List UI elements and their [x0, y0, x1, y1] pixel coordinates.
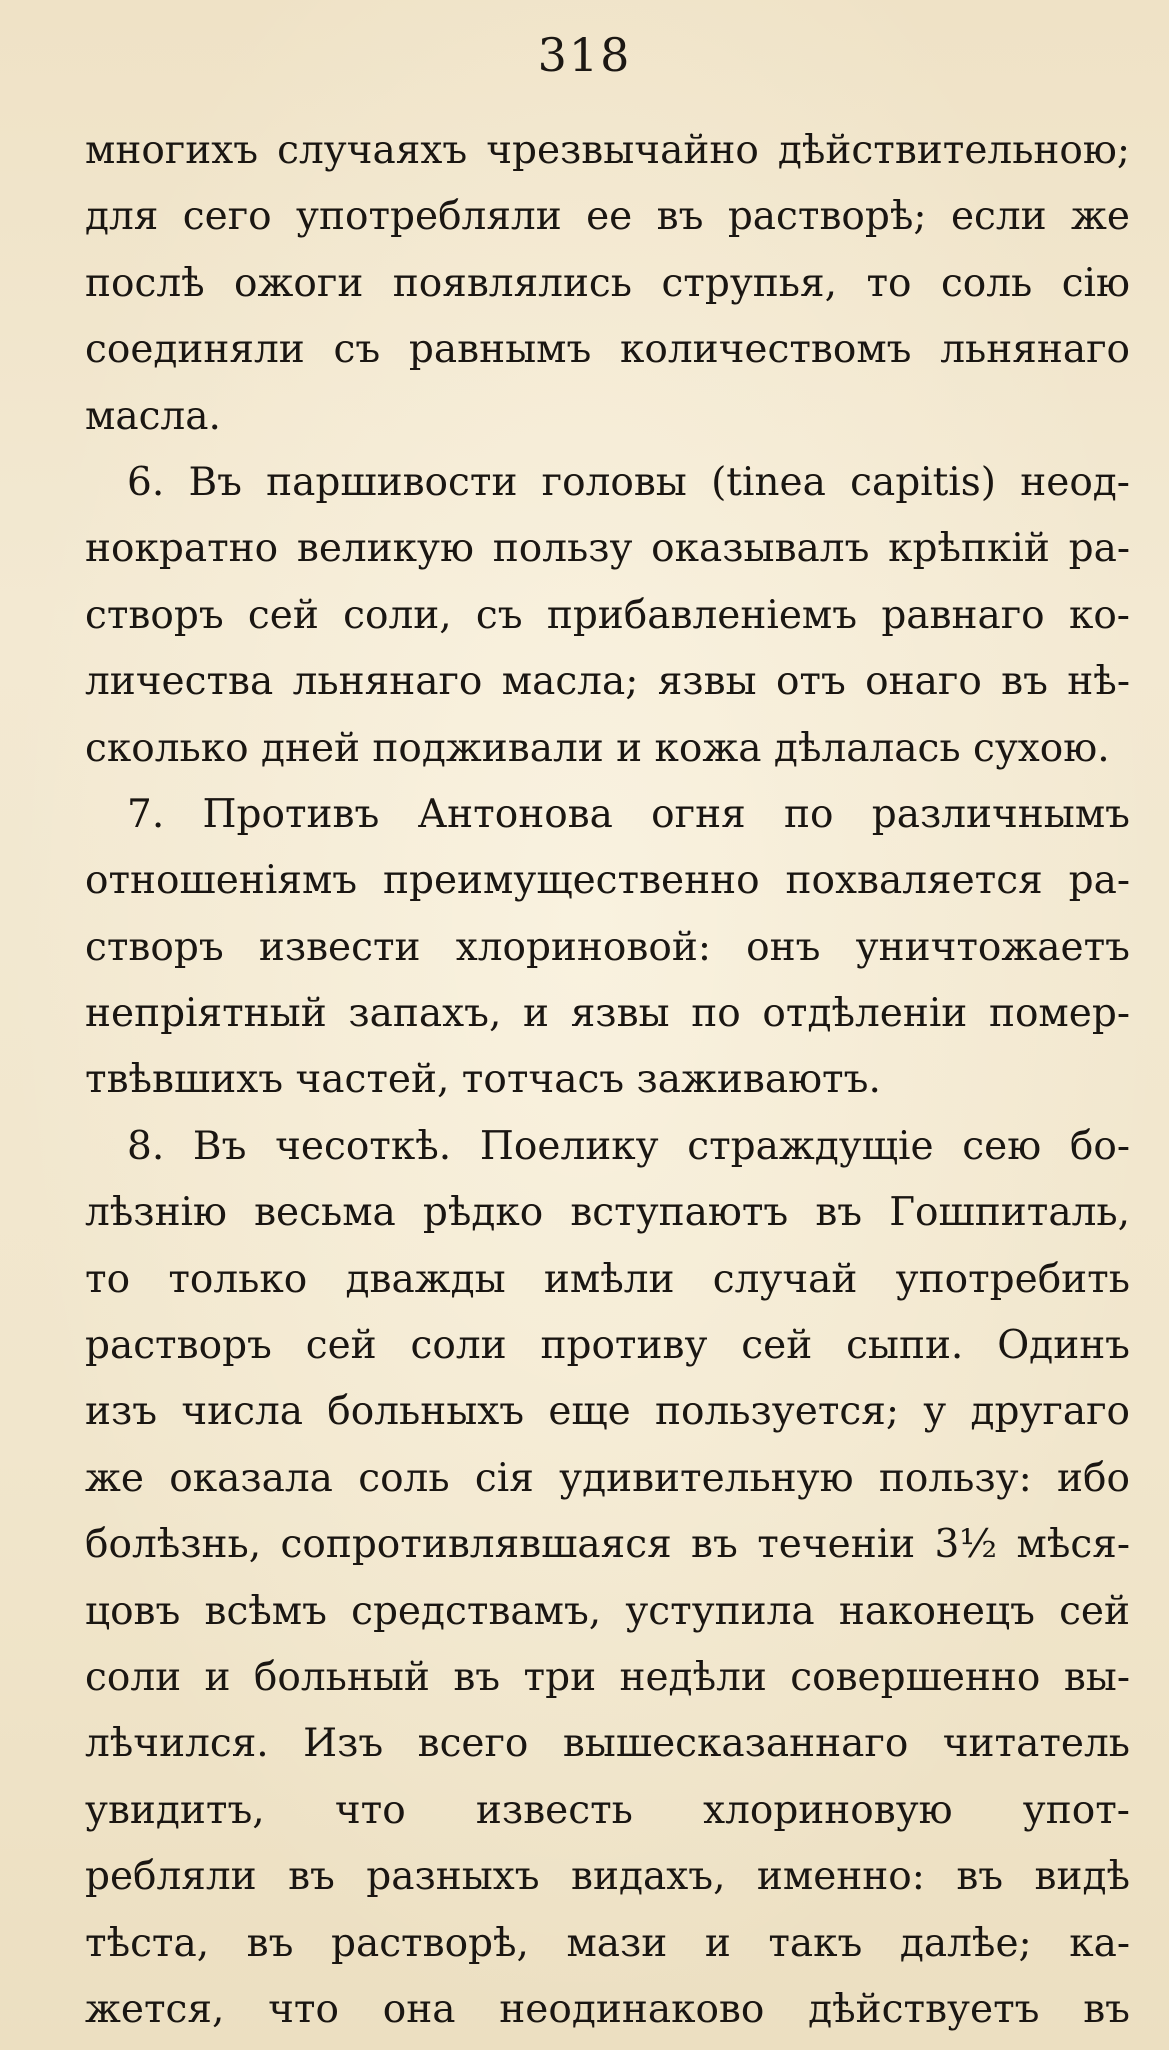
- text-line: растворъ сей соли противу сей сыпи. Одинъ: [85, 1323, 1130, 1369]
- text-line: болѣзнь, сопротивлявшаяся въ теченіи 3½ мѣся-: [85, 1522, 1130, 1568]
- text-line: соединяли съ равнымъ количествомъ льнянаго: [85, 327, 1130, 373]
- text-line: соли и больный въ три недѣли совершенно вы-: [85, 1654, 1130, 1700]
- text-line: тѣста, въ растворѣ, мази и такъ далѣе; ка-: [85, 1920, 1130, 1966]
- text-line: увидитъ, что известь хлориновую упот-: [85, 1787, 1130, 1833]
- body-text: [85, 118, 1130, 2043]
- text-line: масла.: [85, 393, 221, 439]
- text-line: лѣзнію весьма рѣдко вступаютъ въ Гошпиталь,: [85, 1190, 1130, 1236]
- text-line: лѣчился. Изъ всего вышесказаннаго читатель: [85, 1721, 1130, 1767]
- text-line: для сего употребляли ее въ растворѣ; если же: [85, 194, 1130, 240]
- text-line: нократно великую пользу оказывалъ крѣпкій ра-: [85, 526, 1130, 572]
- text-line: твѣвшихъ частей, тотчасъ заживаютъ.: [85, 1057, 881, 1103]
- text-line: многихъ случаяхъ чрезвычайно дѣйствительною;: [85, 128, 1130, 173]
- text-line: 6. Въ паршивости головы (tinea capitis) неод-: [127, 459, 1130, 505]
- text-line: непріятный запахъ, и язвы по отдѣленіи помер-: [85, 991, 1130, 1037]
- text-line: послѣ ожоги появлялись струпья, то соль сію: [85, 260, 1130, 306]
- text-line: 7. Противъ Антонова огня по различнымъ: [127, 791, 1130, 837]
- text-line: створъ сей соли, съ прибавленіемъ равнаго ко-: [85, 592, 1130, 638]
- text-line: ребляли въ разныхъ видахъ, именно: въ видѣ: [85, 1854, 1130, 1900]
- text-line: личества льнянаго масла; язвы отъ онаго въ нѣ-: [85, 659, 1130, 705]
- page-number: 318: [537, 28, 632, 82]
- text-line: цовъ всѣмъ средствамъ, уступила наконецъ сей: [85, 1588, 1130, 1634]
- text-line: сколько дней подживали и кожа дѣлалась сухою.: [85, 725, 1110, 771]
- text-line: створъ извести хлориновой: онъ уничтожаетъ: [85, 924, 1130, 970]
- text-line: же оказала соль сія удивительную пользу: ибо: [85, 1455, 1130, 1501]
- text-line: то только дважды имѣли случай употребить: [85, 1256, 1130, 1302]
- text-line: жется, что она неодинаково дѣйствуетъ въ: [85, 1986, 1130, 2032]
- text-line: 8. Въ чесоткѣ. Поелику страждущіе сею бо-: [127, 1123, 1130, 1169]
- text-line: изъ числа больныхъ еще пользуется; у другаго: [85, 1389, 1130, 1435]
- text-line: отношеніямъ преимущественно похваляется ра-: [85, 858, 1130, 904]
